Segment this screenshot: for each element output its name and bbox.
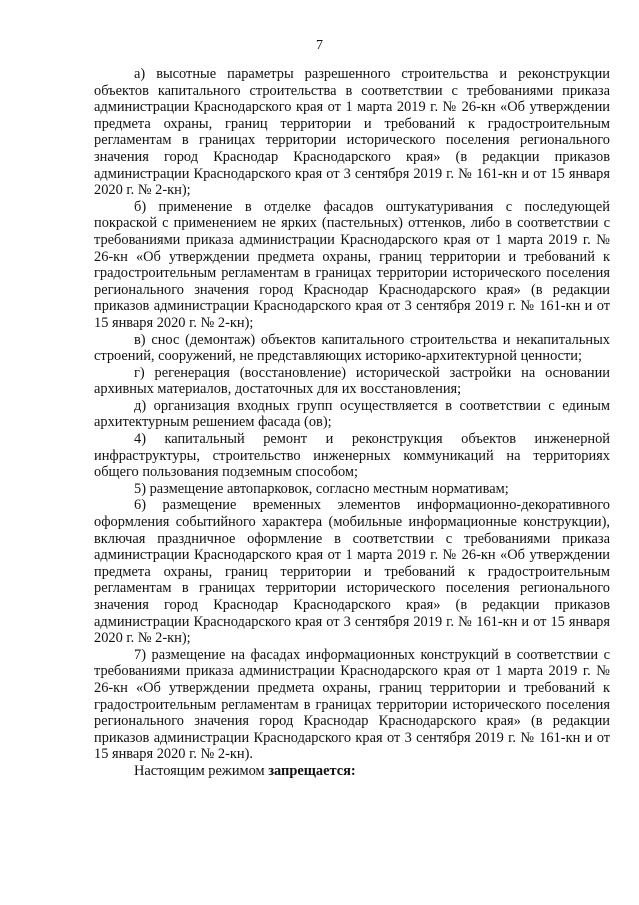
paragraph-a: а) высотные параметры разрешенного строительства и реконструкции объектов капитального строительства в соответствии с требованиями приказа администрации Краснодарского края от 1 марта 2019 г. № 26-кн «Об утверждении предмета охраны, границ территории и требований к градостроительным регламентам в границах территории исторического поселения регионального значения город Краснодар Краснодарского края» (в редакции приказов администрации Краснодарского края от 3 сентября 2019 г. № 161-кн и от 15 января 2020 г. № 2-кн); [94, 66, 610, 199]
paragraph-v: в) снос (демонтаж) объектов капитального строительства и некапитальных строений, сооружений, не представляющих историко-архитектурной ценности; [94, 331, 610, 365]
page-number: 7 [316, 38, 323, 53]
paragraph-6: 6) размещение временных элементов информационно-декоративного оформления событийного характера (мобильные информационные конструкции), включая праздничное оформление в соответствии с требованиями приказа администрации Краснодарского края от 1 марта 2019 г. № 26-кн «Об утверждении предмета охраны, границ территории и требований к градостроительным регламентам в границах территории исторического поселения регионального значения город Краснодар Краснодарского края» (в редакции приказов администрации Краснодарского края от 3 сентября 2019 г. № 161-кн и от 15 января 2020 г. № 2-кн); [94, 497, 610, 647]
paragraph-7: 7) размещение на фасадах информационных конструкций в соответствии с требованиями приказа администрации Краснодарского края от 1 марта 2019 г. № 26-кн «Об утверждении предмета охраны, границ территории и требований к градостроительным регламентам в границах территории исторического поселения регионального значения город Краснодар Краснодарского края» (в редакции приказов администрации Краснодарского края от 3 сентября 2019 г. № 161-кн и от 15 января 2020 г. № 2-кн). [94, 646, 610, 763]
prohibited-heading-bold: запрещается: [268, 762, 356, 779]
paragraph-4: 4) капитальный ремонт и реконструкция объектов инженерной инфраструктуры, строительство инженерных коммуникаций на территориях общего пользования подземным способом; [94, 431, 610, 481]
prohibited-heading [94, 763, 610, 780]
paragraph-5: 5) размещение автопарковок, согласно местным нормативам; [134, 480, 509, 497]
document-body [94, 66, 610, 780]
paragraph-d: д) организация входных групп осуществляется в соответствии с единым архитектурным решением фасада (ов); [94, 397, 610, 431]
paragraph-b: б) применение в отделке фасадов оштукатуривания с последующей покраской с применением не ярких (пастельных) оттенков, либо в соответствии с требованиями приказа администрации Краснодарского края от 1 марта 2019 г. № 26-кн «Об утверждении предмета охраны, границ территории и требований к градостроительным регламентам в границах территории исторического поселения регионального значения город Краснодар Краснодарского края» (в редакции приказов администрации Краснодарского края от 3 сентября 2019 г. № 161-кн и от 15 января 2020 г. № 2-кн); [94, 198, 610, 331]
paragraph-g: г) регенерация (восстановление) исторической застройки на основании архивных материалов, достаточных для их восстановления; [94, 364, 610, 398]
prohibited-heading-prefix: Настоящим режимом [134, 762, 269, 779]
